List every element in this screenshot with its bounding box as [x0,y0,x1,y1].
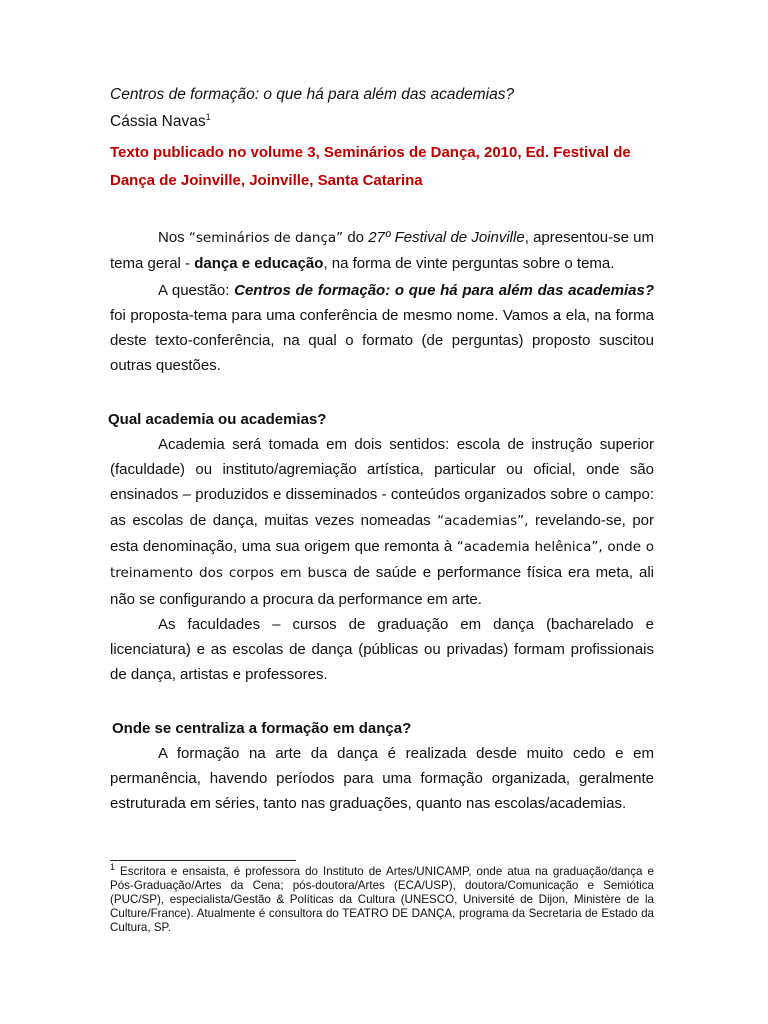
footnote-mark: 1 [110,862,116,873]
article-title [110,82,654,107]
author-line [110,109,654,134]
publication-line-1: Texto publicado no volume 3, Seminários de Dança, 2010, Ed. Festival de [110,144,631,161]
intro-paragraph-2: A questão: Centros de formação: o que há para além das academias? foi proposta-tema para uma conferência de mesmo nome. Vamos a ela, na forma deste texto-conferência, na qual o formato (de perguntas) proposto suscitou outras questões. [110,281,654,375]
publication-line-2: Dança de Joinville, Joinville, Santa Catarina [110,172,423,189]
section1-paragraph-1: Academia será tomada em dois sentidos: escola de instrução superior (faculdade) ou instituto/agremiação artística, particular ou oficial, onde são ensinados – produzidos e disseminados - conteúdos organizados sobre o campo: as escolas de dança, muitas vezes nomeadas “academias”, revelando-se, por esta denominação, uma sua origem que remonta à “academia helênica”, onde o treinamento dos corpos em busca de saúde e performance física era meta, ali não se configurando a procura da performance em arte. [110,435,654,608]
section2-paragraph-1: A formação na arte da dança é realizada desde muito cedo e em permanência, havendo períodos para uma formação organizada, geralmente estruturada em séries, tanto nas graduações, quanto nas escolas/academias. [110,744,654,813]
title-italic: Centros de formação: o que há para além das [110,86,427,103]
section-heading-1: Qual academia ou academias? [108,410,327,428]
author-footnote-mark: 1 [205,111,211,122]
footnote-text: Escritora e ensaista, é professora do Instituto de Artes/UNICAMP, onde atua na graduação/dança e Pós-Graduação/Artes da Cena; pós-doutora/Artes (ECA/USP), doutora/Comunicação e Semiótica (PUC/SP), especialista/Gestão & Políticas da Cultura (UNESCO, Université de Dijon, Ministère de la Culture/France). Atualmente é consultora do TEATRO DE DANÇA, programa da Secretaria de Estado da Cultura, SP. [110,865,654,934]
intro-paragraph-1: Nos “seminários de dança” do 27º Festival de Joinville, apresentou-se um tema geral - dança e educação, na forma de vinte perguntas sobre o tema. [110,229,654,273]
section-heading-2: Onde se centraliza a formação em dança? [112,719,412,737]
footnote [110,862,654,935]
author-name: Cássia Navas [110,113,206,130]
footnote-separator [110,860,296,861]
document-page [110,82,654,817]
title-end: academias? [426,86,515,103]
section1-paragraph-2: As faculdades – cursos de graduação em dança (bacharelado e licenciatura) e as escolas de dança (públicas ou privadas) formam profissionais de dança, artistas e professores. [110,615,654,684]
